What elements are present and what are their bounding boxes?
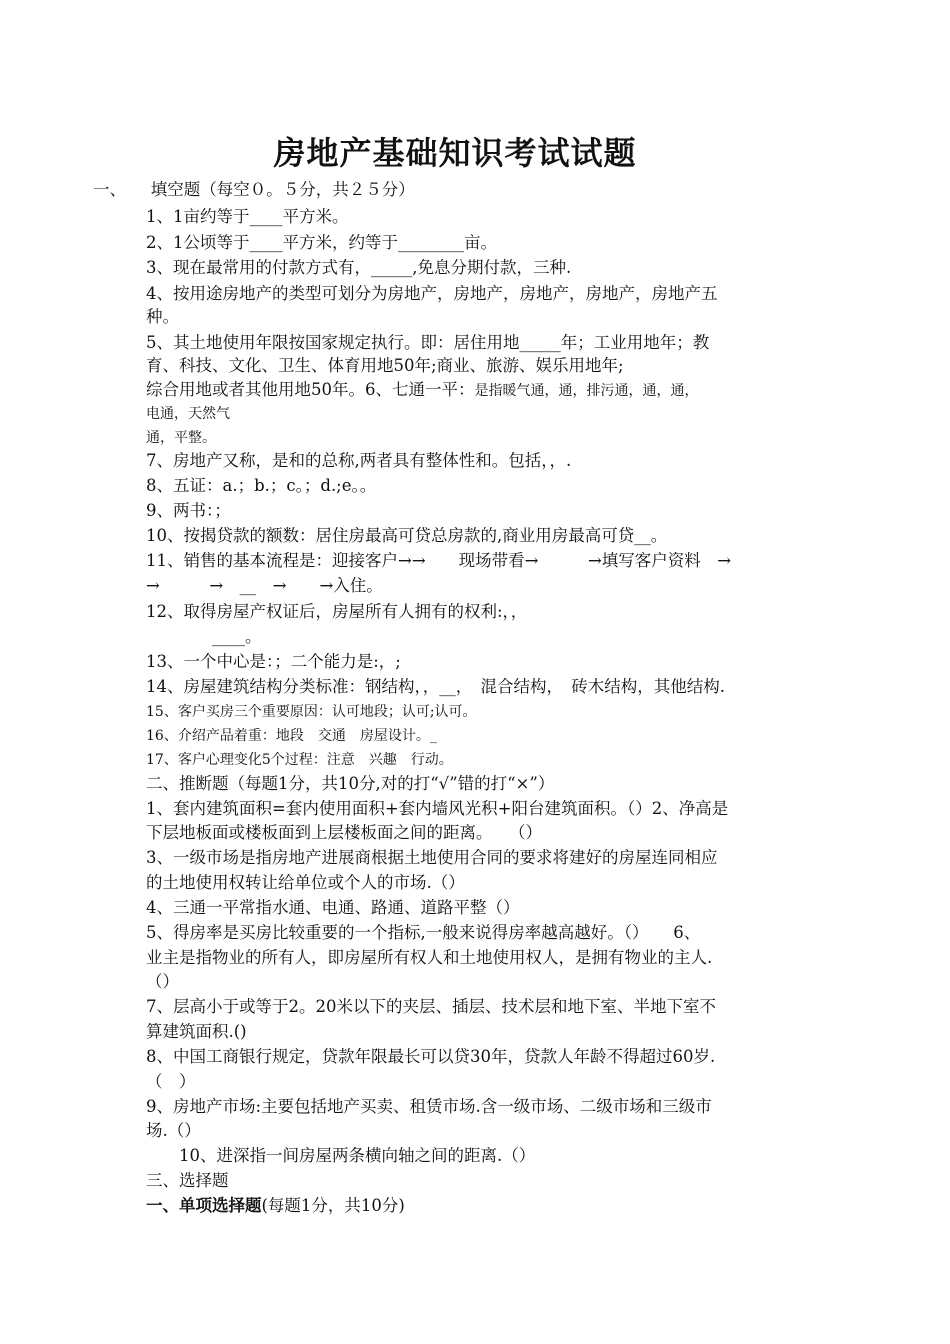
line-text: 11、销售的基本流程是：迎接客户→→ 现场带看→ →填写客户资料 → [146,551,732,570]
text-line [146,601,527,623]
line-text: 9、房地产市场:主要包括地产买卖、租赁市场.含一级市场、二级市场和三级市 [146,1097,712,1116]
text-line [146,676,725,698]
line-text: 二、推断题（每题1分，共10分,对的打“√”错的打“×”） [146,774,555,793]
line-text: 2、1公顷等于____平方米，约等于________亩。 [146,233,497,252]
text-line [146,500,231,522]
text-line [146,379,699,402]
text-line [146,626,262,648]
text-line [146,1195,405,1217]
text-line [146,475,376,497]
text-line [146,1145,535,1167]
line-text-small: 电通，天然气 [146,406,230,422]
line-text-small: 17、客户心理变化5个过程：注意 兴趣 行动。 [146,752,453,768]
line-text: 一、 填空题（每空０。５分，共２５分） [93,180,415,199]
line-text-small: 是指暖气通，通，排污通，通，通， [474,383,699,399]
line-text-small: 16、介绍产品着重：地段 交通 房屋设计。_ [146,728,437,744]
text-line [146,450,571,472]
text-line [146,1096,712,1118]
line-text: 下层地板面或楼板面到上层楼板面之间的距离。 （） [146,823,542,842]
line-text: 1、套内建筑面积=套内使用面积+套内墙风光积+阳台建筑面积。（）2、净高是 [146,799,729,818]
text-line [146,550,731,572]
line-text: 7、层高小于或等于2。20米以下的夹层、插层、技术层和地下室、半地下室不 [146,997,716,1016]
line-text: 7、房地产又称，是和的总称,两者具有整体性和。包括，，. [146,451,572,470]
line-text: 三、选择题 [146,1171,229,1190]
line-text-small: 通，平整。 [146,430,216,446]
text-line [146,822,542,844]
text-line [146,1046,715,1068]
text-line [146,402,230,425]
line-text: 的土地使用权转让给单位或个人的市场.（） [146,873,465,892]
line-text: 5、得房率是买房比较重要的一个指标,一般来说得房率越高越好。（） 6、 [146,923,701,942]
line-text: 业主是指物业的所有人，即房屋所有权人和土地使用权人，是拥有物业的主人. [146,948,713,967]
section-heading: 一、单项选择题 [146,1196,262,1215]
text-line [146,306,179,328]
text-line [146,700,477,723]
text-line [146,996,716,1018]
text-line [146,971,179,993]
text-line [146,575,383,597]
text-line [146,947,712,969]
text-line [146,1120,201,1142]
text-line [146,232,497,254]
line-text: 4、三通一平常指水通、电通、路通、道路平整（） [146,898,520,917]
line-text: 8、五证：a.；b.；c。；d.;e。。 [146,476,377,495]
line-text: 3、现在最常用的付款方式有，_____,免息分期付款，三种. [146,258,572,277]
line-text: 5、其土地使用年限按国家规定执行。即：居住用地_____年；工业用地年；教 [146,333,710,352]
line-text: ____。 [146,627,262,646]
line-text: 综合用地或者其他用地50年。6、七通一平： [146,380,475,399]
text-line [146,283,718,305]
text-line [93,179,415,201]
text-line [146,426,216,449]
text-line [146,257,571,279]
line-text: 13、一个中心是：；二个能力是:，; [146,652,401,671]
line-text: 12、取得房屋产权证后，房屋所有人拥有的权利:，， [146,602,528,621]
line-text: 10、进深指一间房屋两条横向轴之间的距离.（） [146,1146,536,1165]
line-text: 9、两书：； [146,501,231,520]
line-text: 10、按揭贷款的额数：居住房最高可贷总房款的,商业用房最高可贷__。 [146,526,668,545]
line-text: → → __ → →入住。 [146,576,383,595]
line-text: 育、科技、文化、卫生、体育用地50年;商业、旅游、娱乐用地年; [146,356,624,375]
line-text: 14、房屋建筑结构分类标准：钢结构，，__， 混合结构， 砖木结构，其他结构. [146,677,725,696]
line-text: 3、一级市场是指房地产进展商根据土地使用合同的要求将建好的房屋连同相应 [146,848,718,867]
text-line [146,724,437,747]
text-line [146,748,453,771]
line-text: 4、按用途房地产的类型可划分为房地产，房地产，房地产，房地产，房地产五 [146,284,718,303]
text-line [146,332,709,354]
text-line [146,206,349,228]
text-line [146,651,401,673]
text-line [146,1071,196,1093]
line-text: （ ） [146,1072,196,1091]
text-line [146,355,624,377]
line-text: 场.（） [146,1121,201,1140]
text-line [146,1170,229,1192]
text-line [146,922,700,944]
text-line [146,773,554,795]
page-title: 房地产基础知识考试试题 [273,134,637,172]
text-line [146,525,667,547]
line-text: 算建筑面积.() [146,1022,247,1041]
line-text: 1、1亩约等于____平方米。 [146,207,349,226]
line-text: (每题1分，共10分) [261,1196,405,1215]
line-text: （） [146,972,179,991]
text-line [146,1021,247,1043]
line-text: 8、中国工商银行规定，贷款年限最长可以贷30年，贷款人年龄不得超过60岁. [146,1047,716,1066]
line-text: 种。 [146,307,179,326]
text-line [146,798,728,820]
text-line [146,897,520,919]
text-line [146,872,465,894]
line-text-small: 15、客户买房三个重要原因：认可地段；认可;认可。 [146,704,477,720]
text-line [146,847,718,869]
